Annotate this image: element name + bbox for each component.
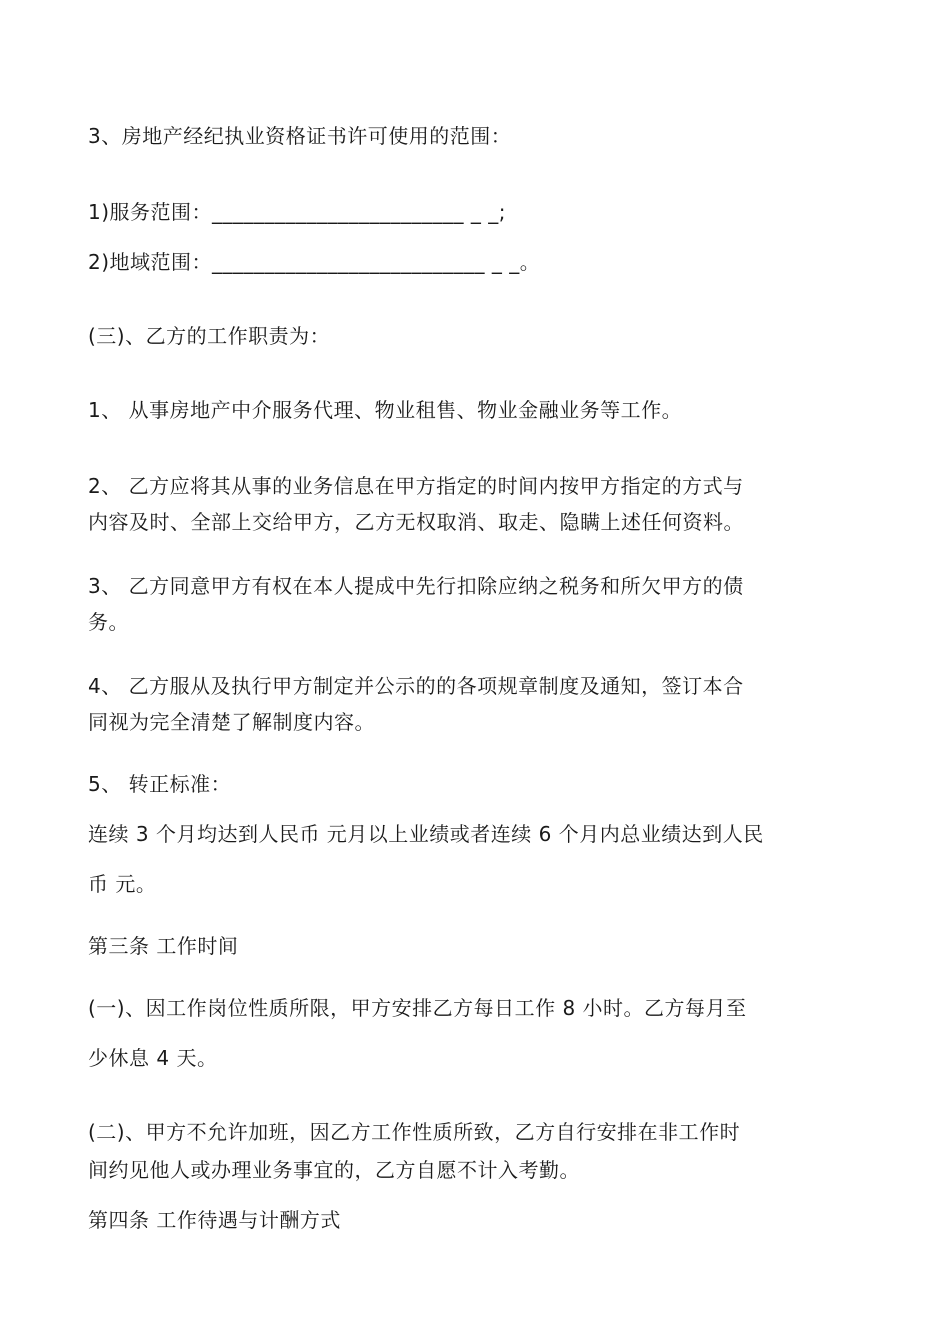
duty-item-3-line-1: 3、 乙方同意甲方有权在本人提成中先行扣除应纳之税务和所欠甲方的债	[88, 574, 744, 598]
duty-item-5: 5、 转正标准：	[88, 772, 232, 796]
work-hours-line-2: 少休息 4 天。	[88, 1046, 218, 1070]
overtime-line-2: 间约见他人或办理业务事宜的，乙方自愿不计入考勤。	[88, 1158, 580, 1182]
duty-item-2-line-2: 内容及时、全部上交给甲方，乙方无权取消、取走、隐瞒上述任何资料。	[88, 510, 744, 534]
promotion-standard-line-1: 连续 3 个月均达到人民币 元月以上业绩或者连续 6 个月内总业绩达到人民	[88, 822, 764, 846]
duty-item-4-line-1: 4、 乙方服从及执行甲方制定并公示的的各项规章制度及通知，签订本合	[88, 674, 744, 698]
duty-item-2-line-1: 2、 乙方应将其从事的业务信息在甲方指定的时间内按甲方指定的方式与	[88, 474, 744, 498]
duty-item-3-line-2: 务。	[88, 610, 129, 634]
duties-heading: (三)、乙方的工作职责为：	[88, 324, 331, 348]
region-scope-line: 2)地域范围：__________________________ _ _。	[88, 250, 541, 274]
work-hours-line-1: (一)、因工作岗位性质所限，甲方安排乙方每日工作 8 小时。乙方每月至	[88, 996, 747, 1020]
article-4-heading: 第四条 工作待遇与计酬方式	[88, 1208, 341, 1232]
duty-item-4-line-2: 同视为完全清楚了解制度内容。	[88, 710, 375, 734]
duty-item-1: 1、 从事房地产中介服务代理、物业租售、物业金融业务等工作。	[88, 398, 683, 422]
scope-heading: 3、房地产经纪执业资格证书许可使用的范围：	[88, 124, 512, 148]
service-scope-line: 1)服务范围：________________________ _ _;	[88, 200, 506, 224]
overtime-line-1: (二)、甲方不允许加班，因乙方工作性质所致，乙方自行安排在非工作时	[88, 1120, 741, 1144]
promotion-standard-line-2: 币 元。	[88, 872, 157, 896]
article-3-heading: 第三条 工作时间	[88, 934, 239, 958]
